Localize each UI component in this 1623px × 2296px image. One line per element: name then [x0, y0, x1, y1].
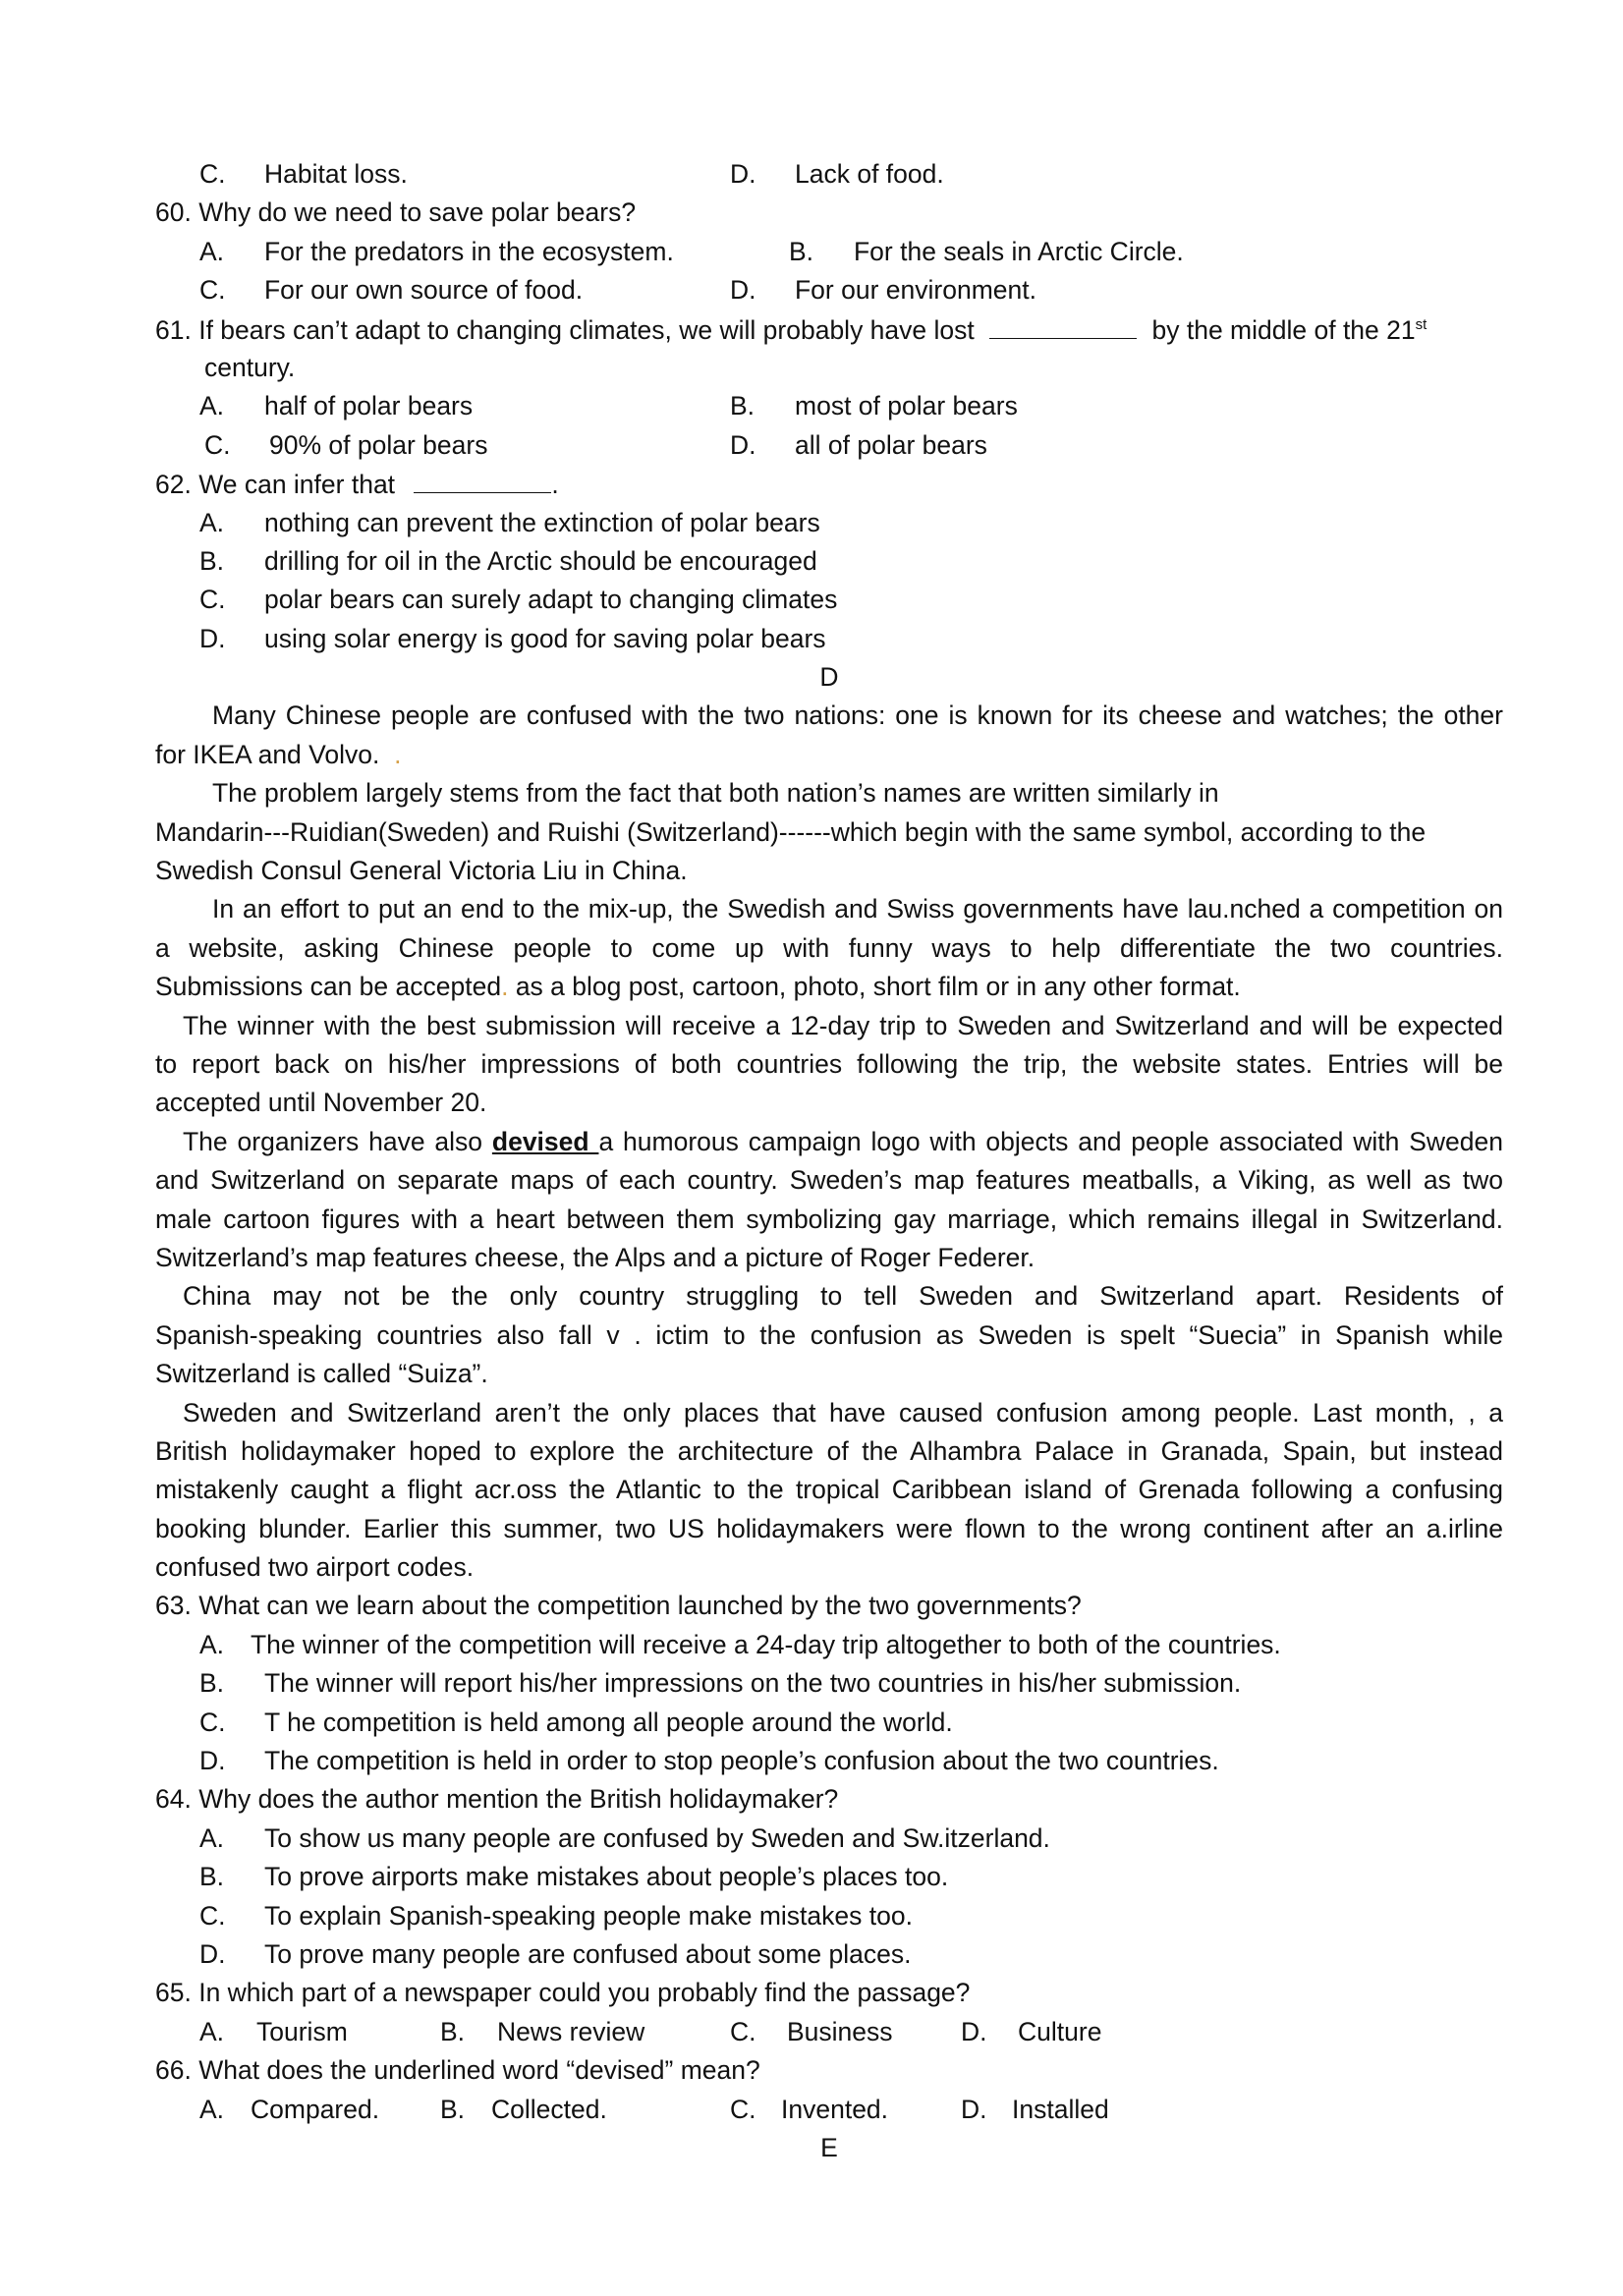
- q65-option-c: [730, 2013, 893, 2051]
- option-letter: D.: [730, 159, 756, 189]
- q64-option-c: [155, 1897, 1503, 1935]
- q66-option-a: [199, 2091, 379, 2129]
- option-text: Culture: [1018, 2016, 1102, 2046]
- q61-stem-cont: century.: [204, 352, 296, 382]
- q60-stem: 60. Why do we need to save polar bears?: [155, 197, 637, 228]
- passage-text: a humorous campaign logo with objects and people associated with Sweden: [598, 1126, 1503, 1156]
- passage-line: confused two airport codes.: [155, 1552, 475, 1583]
- option-letter: B.: [440, 2094, 466, 2124]
- q62-stem-text: 62. We can infer that: [155, 470, 396, 500]
- option-text: To explain Spanish-speaking people make mistakes too.: [264, 1900, 913, 1931]
- option-letter: B.: [789, 236, 814, 266]
- passage-line: a website, asking Chinese people to come up with funny ways to help differentiate the two countries.: [155, 932, 1503, 963]
- option: [199, 504, 820, 542]
- option-letter: B.: [199, 1862, 225, 1892]
- q66-option-c: [730, 2091, 888, 2129]
- option: [199, 1820, 1050, 1858]
- passage-line: Sweden and Switzerland aren’t the only places that have caused confusion among people. Last month, , a: [183, 1397, 1503, 1428]
- q60-option-c: [199, 271, 583, 309]
- q61-stem: [155, 310, 1503, 349]
- q61-option-a: [199, 387, 473, 425]
- option-letter: D.: [961, 2094, 987, 2124]
- option: [199, 1935, 912, 1974]
- passage-line: and Switzerland on separate maps of each country. Sweden’s map features meatballs, a Viking, as well as two: [155, 1165, 1503, 1196]
- option-letter: A.: [199, 507, 225, 537]
- option-text: Habitat loss.: [264, 159, 408, 189]
- option-letter: A.: [199, 2016, 225, 2046]
- option-letter: D.: [730, 429, 756, 460]
- q64-option-a: [155, 1820, 1503, 1858]
- option-letter: C.: [204, 429, 231, 460]
- q59-option-d: [730, 155, 944, 194]
- option: [199, 620, 826, 658]
- option-text: The winner of the competition will receive a 24-day trip altogether to both of the countries.: [251, 1629, 1281, 1659]
- q61-option-d: [730, 426, 987, 465]
- page-content: [155, 155, 1503, 2167]
- q60-option-b: [789, 233, 1184, 271]
- option: [199, 581, 837, 619]
- passage-line: Switzerland is called “Suiza”.: [155, 1359, 488, 1389]
- q60-option-a: [199, 233, 674, 271]
- option-text: News review: [497, 2016, 645, 2046]
- superscript: st: [1415, 315, 1427, 333]
- option: [199, 1704, 953, 1742]
- passage-line: accepted until November 20.: [155, 1088, 487, 1118]
- option-letter: B.: [440, 2016, 466, 2046]
- q62-option-c: [155, 581, 1503, 619]
- option-text: 90% of polar bears: [269, 429, 488, 460]
- q59-option-c: [199, 155, 408, 194]
- answer-blank: [414, 465, 551, 493]
- option-letter: A.: [199, 391, 225, 421]
- passage-line: Many Chinese people are confused with the two nations: one is known for its cheese and watches; the other: [212, 700, 1503, 731]
- q62-option-b: [155, 542, 1503, 581]
- passage-line: to report back on his/her impressions of both countries following the trip, the website states. Entries will be: [155, 1048, 1503, 1079]
- option-letter: C.: [730, 2016, 756, 2046]
- option-letter: A.: [199, 1822, 225, 1853]
- q66-stem: 66. What does the underlined word “devised” mean?: [155, 2055, 760, 2086]
- option-text: Tourism: [256, 2016, 348, 2046]
- q61-option-c: [204, 426, 487, 465]
- passage-line: [155, 1123, 1503, 1161]
- q64-option-d: [155, 1935, 1503, 1974]
- passage-line: [155, 968, 1503, 1006]
- passage-line: In an effort to put an end to the mix-up, the Swedish and Swiss governments have lau.nched a competition on: [212, 894, 1503, 924]
- option-text: Collected.: [491, 2094, 607, 2124]
- option: [199, 1664, 1241, 1703]
- passage-line: Switzerland’s map features cheese, the Alps and a picture of Roger Federer.: [155, 1242, 1035, 1272]
- q61-option-b: [730, 387, 1018, 425]
- option-text: all of polar bears: [795, 429, 987, 460]
- passage-line: China may not be the only country struggling to tell Sweden and Switzerland apart. Residents of: [183, 1281, 1503, 1312]
- passage-line: [155, 736, 1503, 774]
- option-letter: A.: [199, 236, 225, 266]
- option-text: To prove many people are confused about some places.: [264, 1938, 912, 1969]
- option-text: The winner will report his/her impressions on the two countries in his/her submission.: [264, 1668, 1242, 1699]
- option-text: using solar energy is good for saving polar bears: [264, 623, 826, 653]
- passage-line: Mandarin---Ruidian(Sweden) and Ruishi (Switzerland)------which begin with the same symbol, according to the: [155, 816, 1427, 847]
- option-letter: C.: [730, 2094, 756, 2124]
- q66-option-d: [961, 2091, 1109, 2129]
- answer-blank: [989, 310, 1137, 339]
- passage-line: The winner with the best submission will receive a 12-day trip to Sweden and Switzerland and will be expected: [183, 1010, 1503, 1040]
- q62-stem: [155, 465, 1503, 503]
- q62-option-a: [155, 504, 1503, 542]
- q60-option-d: [730, 271, 1036, 309]
- q63-option-c: [155, 1704, 1503, 1742]
- q63-option-a: [155, 1626, 1503, 1664]
- option-letter: C.: [199, 1707, 226, 1737]
- section-heading-d: D: [819, 662, 839, 693]
- option: [199, 1742, 1219, 1780]
- option: [199, 542, 817, 581]
- passage-text: for IKEA and Volvo.: [155, 739, 380, 769]
- section-heading-e: E: [820, 2132, 838, 2162]
- q60-options-cd: [155, 271, 1503, 309]
- q65-options: [155, 2013, 1503, 2051]
- q63-stem: 63. What can we learn about the competition launched by the two governments?: [155, 1591, 1082, 1621]
- option-letter: C.: [199, 1900, 226, 1931]
- option-text: Compared.: [251, 2094, 380, 2124]
- option-text: For the seals in Arctic Circle.: [854, 236, 1184, 266]
- option-letter: C.: [199, 275, 226, 306]
- option-text: drilling for oil in the Arctic should be encouraged: [264, 545, 817, 576]
- q64-stem: 64. Why does the author mention the British holidaymaker?: [155, 1784, 839, 1815]
- option-text: For our own source of food.: [264, 275, 584, 306]
- q62-option-d: [155, 620, 1503, 658]
- underlined-word: devised: [491, 1126, 599, 1156]
- option-letter: C.: [199, 585, 226, 615]
- option-letter: D.: [961, 2016, 987, 2046]
- option-letter: A.: [199, 1629, 225, 1659]
- option-text: most of polar bears: [795, 391, 1018, 421]
- option-letter: D.: [730, 275, 756, 306]
- passage-line: mistakenly caught a flight acr.oss the Atlantic to the tropical Caribbean island of Grenada following a confusing: [155, 1475, 1503, 1505]
- option-text: Lack of food.: [795, 159, 944, 189]
- q61-options-ab: [155, 387, 1503, 425]
- q63-option-b: [155, 1664, 1503, 1703]
- option-text: For the predators in the ecosystem.: [264, 236, 674, 266]
- option-text: Installed: [1012, 2094, 1109, 2124]
- option: [199, 1626, 1281, 1664]
- option-letter: C.: [199, 159, 226, 189]
- passage-text: as a blog post, cartoon, photo, short film or in any other format.: [508, 972, 1241, 1002]
- option-letter: B.: [730, 391, 756, 421]
- option-letter: D.: [199, 1938, 226, 1969]
- passage: [155, 697, 1503, 1587]
- q60-options-ab: [155, 233, 1503, 271]
- option-letter: D.: [199, 623, 226, 653]
- q63-option-d: [155, 1742, 1503, 1780]
- q62-stem-end: .: [551, 470, 559, 500]
- passage-line: Swedish Consul General Victoria Liu in China.: [155, 856, 688, 886]
- passage-line: The problem largely stems from the fact that both nation’s names are written similarly in: [212, 778, 1219, 809]
- q61-stem-part2: by the middle of the 21: [1151, 314, 1416, 345]
- passage-line: British holidaymaker hoped to explore the architecture of the Alhambra Palace in Granada, Spain, but instead: [155, 1435, 1503, 1466]
- q65-option-a: [199, 2013, 348, 2051]
- option-text: half of polar bears: [264, 391, 474, 421]
- option-text: For our environment.: [795, 275, 1036, 306]
- option-text: To show us many people are confused by Sweden and Sw.itzerland.: [264, 1822, 1050, 1853]
- stray-mark: .: [501, 972, 509, 1002]
- passage-text: Submissions can be accepted: [155, 972, 502, 1002]
- option-text: Invented.: [781, 2094, 889, 2124]
- stray-mark: .: [379, 739, 402, 769]
- option-text: nothing can prevent the extinction of polar bears: [264, 507, 820, 537]
- q66-options: [155, 2091, 1503, 2129]
- q61-options-cd: [155, 426, 1503, 465]
- q59-options-cd: [155, 155, 1503, 194]
- option-text: polar bears can surely adapt to changing climates: [264, 585, 838, 615]
- passage-line: male cartoon figures with a heart between them symbolizing gay marriage, which remains illegal in Switzerland.: [155, 1204, 1503, 1234]
- q65-option-b: [440, 2013, 644, 2051]
- passage-line: booking blunder. Earlier this summer, two US holidaymakers were flown to the wrong continent after an a.irline: [155, 1513, 1503, 1543]
- option-letter: D.: [199, 1746, 226, 1776]
- q65-stem: 65. In which part of a newspaper could you probably find the passage?: [155, 1978, 971, 2008]
- option-text: The competition is held in order to stop people’s confusion about the two countries.: [264, 1746, 1219, 1776]
- option-text: To prove airports make mistakes about people’s places too.: [264, 1862, 949, 1892]
- q65-option-d: [961, 2013, 1101, 2051]
- option: [199, 1858, 948, 1896]
- q61-stem-part1: 61. If bears can’t adapt to changing climates, we will probably have lost: [155, 314, 975, 345]
- option-text: Business: [787, 2016, 893, 2046]
- q66-option-b: [440, 2091, 607, 2129]
- option-text: T he competition is held among all people around the world.: [264, 1707, 953, 1737]
- passage-text: The organizers have also: [183, 1126, 492, 1156]
- q64-option-b: [155, 1858, 1503, 1896]
- option: [199, 1897, 913, 1935]
- option-letter: B.: [199, 1668, 225, 1699]
- passage-line: Spanish-speaking countries also fall v . ictim to the confusion as Sweden is spelt “Suecia” in Spanish while: [155, 1319, 1503, 1350]
- option-letter: A.: [199, 2094, 225, 2124]
- option-letter: B.: [199, 545, 225, 576]
